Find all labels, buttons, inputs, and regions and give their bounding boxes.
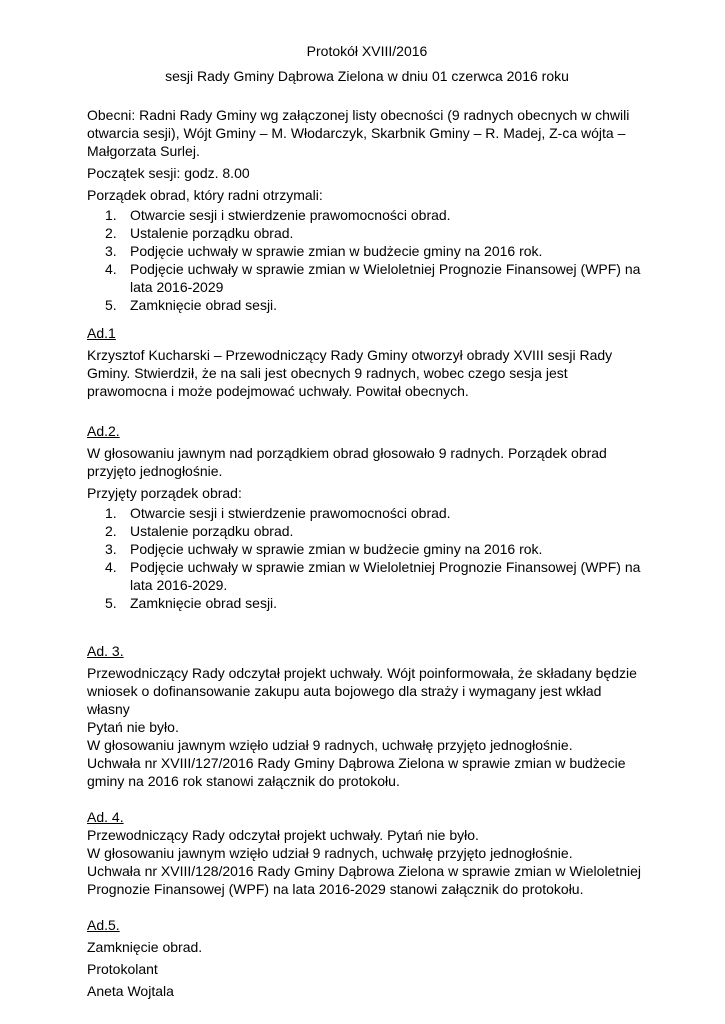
ad3-line: Uchwała nr XVIII/127/2016 Rady Gminy Dąbrowa Zielona w sprawie zmian w budżecie gminy na 2016 rok stanowi załącznik do protokołu. [87,755,626,789]
list-item: 4. Podjęcie uchwały w sprawie zmian w Wieloletniej Prognozie Finansowej (WPF) na lata 2016-2029. [105,559,641,593]
ad4-line: Uchwała nr XVIII/128/2016 Rady Gminy Dąbrowa Zielona w sprawie zmian w Wieloletniej Prognozie Finansowej (WPF) na lata 2016-2029 stanowi załącznik do protokołu. [87,863,642,897]
ad3-body [87,664,647,790]
section-heading-ad5: Ad.5. [87,917,120,933]
document-page [87,40,647,1004]
list-item: 2. Ustalenie porządku obrad. [105,523,294,539]
section-heading-ad4: Ad. 4. [87,809,124,825]
recorder-name: Aneta Wojtala [87,983,174,999]
adopted-agenda-list [87,504,647,612]
list-item: 2. Ustalenie porządku obrad. [105,225,294,241]
ad3-line: Pytań nie było. [87,719,179,735]
ad4-body [87,826,647,898]
agenda-intro: Porządek obrad, który radni otrzymali: [87,187,323,203]
section-heading-ad3: Ad. 3. [87,643,124,659]
ad5-text: Zamknięcie obrad. [87,939,203,955]
ad2-agenda-intro: Przyjęty porządek obrad: [87,485,242,501]
ad3-line: Przewodniczący Rady odczytał projekt uchwały. Wójt poinformowała, że składany będzie wniosek o dofinansowanie zakupu auta bojowego dla straży i wymagany jest wkład własny [87,665,637,717]
list-item: 3. Podjęcie uchwały w sprawie zmian w budżecie gminy na 2016 rok. [105,243,543,259]
agenda-list [87,206,647,314]
ad4-line: Przewodniczący Rady odczytał projekt uchwały. Pytań nie było. [87,827,479,843]
ad2-text: W głosowaniu jawnym nad porządkiem obrad głosowało 9 radnych. Porządek obrad przyjęto jednogłośnie. [87,445,607,479]
list-item: 5. Zamknięcie obrad sesji. [105,297,278,313]
list-item: 1. Otwarcie sesji i stwierdzenie prawomocności obrad. [105,505,451,521]
ad3-line: W głosowaniu jawnym wzięło udział 9 radnych, uchwałę przyjęto jednogłośnie. [87,737,573,753]
list-item: 3. Podjęcie uchwały w sprawie zmian w budżecie gminy na 2016 rok. [105,541,543,557]
list-item: 5. Zamknięcie obrad sesji. [105,595,278,611]
recorder-role: Protokolant [87,961,158,977]
ad1-text: Krzysztof Kucharski – Przewodniczący Rady Gminy otworzył obrady XVIII sesji Rady Gminy. Stwierdził, że na sali jest obecnych 9 radnych, wobec czego sesja jest prawomocna i może podejmować uchwały. Powitał obecnych. [87,347,613,399]
list-item: 4. Podjęcie uchwały w sprawie zmian w Wieloletniej Prognozie Finansowej (WPF) na lata 2016-2029 [105,261,641,295]
list-item: 1. Otwarcie sesji i stwierdzenie prawomocności obrad. [105,207,451,223]
section-heading-ad2: Ad.2. [87,423,120,439]
ad4-line: W głosowaniu jawnym wzięło udział 9 radnych, uchwałę przyjęto jednogłośnie. [87,845,573,861]
document-subtitle: sesji Rady Gminy Dąbrowa Zielona w dniu 01 czerwca 2016 roku [165,68,569,84]
document-title: Protokół XVIII/2016 [306,43,428,59]
section-heading-ad1: Ad.1 [87,325,116,341]
attendance-paragraph: Obecni: Radni Rady Gminy wg załączonej listy obecności (9 radnych obecnych w chwili otwarcia sesji), Wójt Gminy – M. Włodarczyk, Skarbnik Gminy – R. Madej, Z-ca wójta – Małgorzata Surlej. [87,107,630,159]
session-start: Początek sesji: godz. 8.00 [87,165,250,181]
